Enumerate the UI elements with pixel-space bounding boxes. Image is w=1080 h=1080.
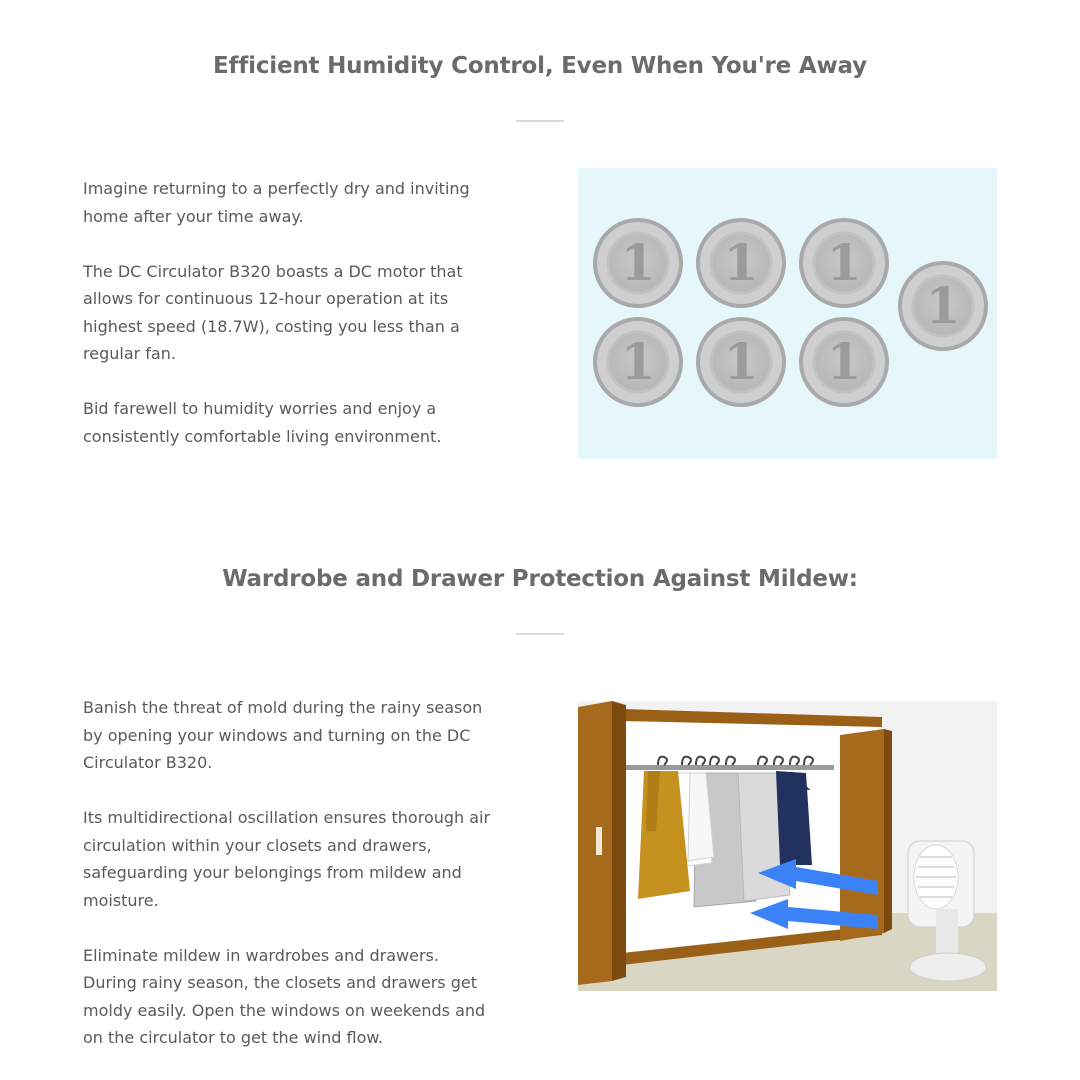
- coin-label: 1: [826, 233, 862, 292]
- section-divider: [516, 633, 564, 635]
- paragraph: Bid farewell to humidity worries and enjoy a consistently comfortable living environment.: [83, 399, 442, 446]
- paragraph: Its multidirectional oscillation ensures thorough air circulation within your closets and drawers, safeguarding your belongings from mildew and moisture.: [83, 808, 491, 910]
- section-body-humidity: [83, 175, 493, 478]
- coin-icon: [698, 319, 784, 405]
- circulator-fan: [908, 841, 986, 981]
- wardrobe-illustration: [578, 701, 997, 991]
- coin-label: 1: [723, 332, 759, 391]
- garment-navy: [776, 771, 812, 865]
- section-divider: [516, 120, 564, 122]
- paragraph: Banish the threat of mold during the rainy season by opening your windows and turning on the DC Circulator B320.: [83, 698, 483, 772]
- section-title-humidity: Efficient Humidity Control, Even When You're Away: [213, 53, 867, 79]
- coin-icon: [900, 263, 986, 349]
- coin-icon: [595, 319, 681, 405]
- section-body-mildew: [83, 694, 493, 1079]
- coins-illustration: [578, 168, 997, 459]
- coin-icon: [595, 220, 681, 306]
- coin-label: 1: [723, 233, 759, 292]
- section-title-mildew: Wardrobe and Drawer Protection Against Mildew:: [222, 566, 858, 592]
- paragraph: Imagine returning to a perfectly dry and inviting home after your time away.: [83, 179, 470, 226]
- wardrobe-door-left: [578, 701, 612, 985]
- coin-label: 1: [620, 233, 656, 292]
- coin-icon: [801, 319, 887, 405]
- coin-icon: [801, 220, 887, 306]
- wardrobe-image: [578, 701, 997, 991]
- coin-label: 1: [925, 276, 961, 335]
- paragraph: Eliminate mildew in wardrobes and drawers. During rainy season, the closets and drawers get moldy easily. Open the windows on weekends and on the circulator to get the wind flow.: [83, 945, 486, 1047]
- coin-icon: [698, 220, 784, 306]
- coins-image: [578, 168, 997, 459]
- coin-label: 1: [826, 332, 862, 391]
- coin-label: 1: [620, 332, 656, 391]
- paragraph: The DC Circulator B320 boasts a DC motor that allows for continuous 12-hour operation at its highest speed (18.7W), costing you less than a regular fan.: [83, 261, 463, 363]
- hanging-rail: [626, 765, 834, 770]
- wardrobe-door-right: [840, 729, 884, 941]
